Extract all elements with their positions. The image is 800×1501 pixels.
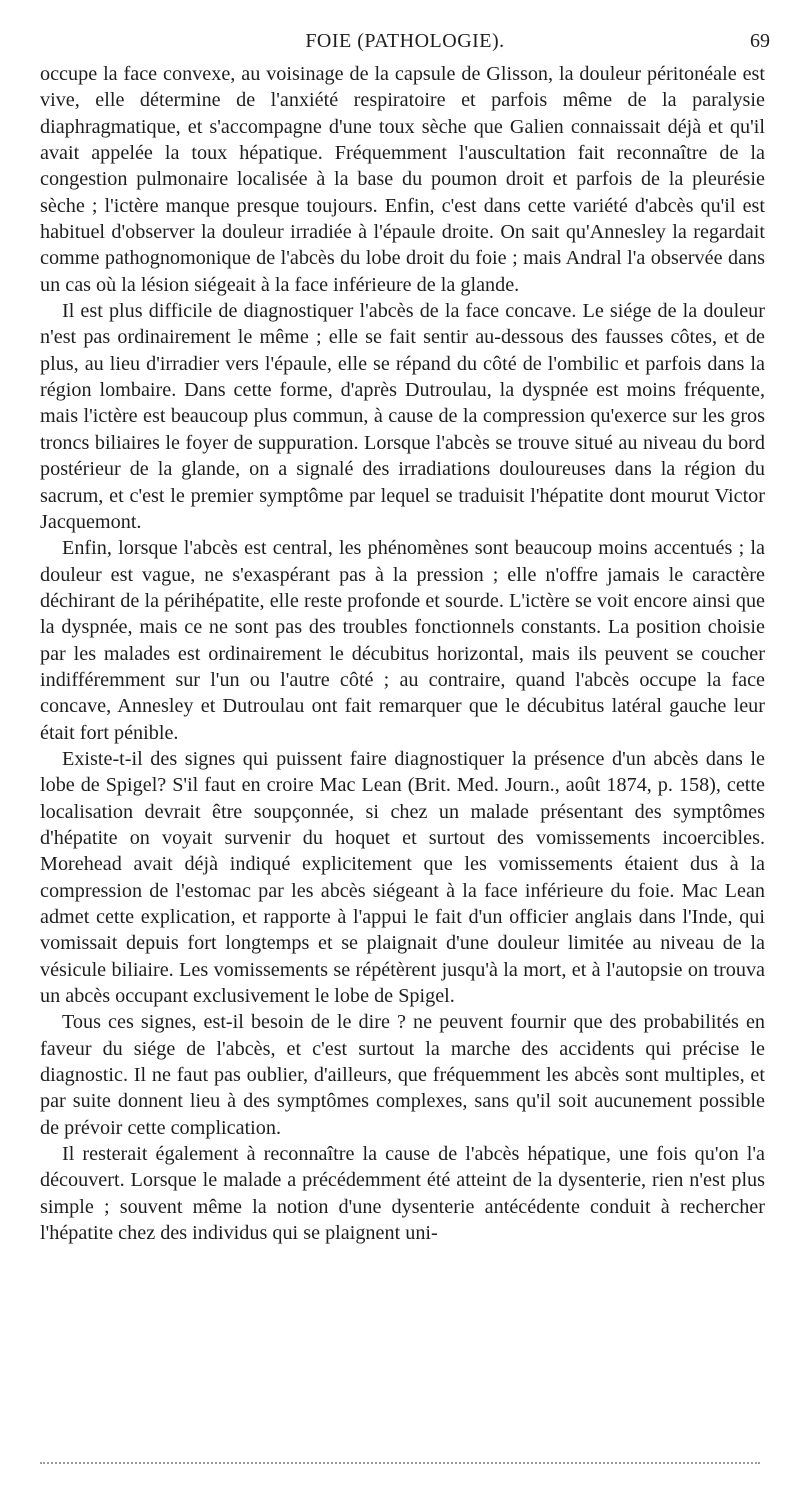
- paragraph: occupe la face convexe, au voisinage de la capsule de Glisson, la douleur péritonéale est vive, elle détermine de l'anxiété respiratoire et parfois même de la paralysie diaphragmatique, et s'accompagne d'une toux sèche que Galien connaissait déjà et qu'il avait appelée la toux hépatique. Fréquemment l'auscultation fait reconnaître de la congestion pulmonaire localisée à la base du poumon droit et parfois de la pleurésie sèche ; l'ictère manque presque toujours. Enfin, c'est dans cette variété d'abcès qu'il est habituel d'observer la douleur irradiée à l'épaule droite. On sait qu'Annesley la regardait comme pathognomonique de l'abcès du lobe droit du foie ; mais Andral l'a observée dans un cas où la lésion siégeait à la face inférieure de la glande.: [40, 63, 765, 296]
- footer-dotted-rule: [40, 1462, 760, 1464]
- paragraph: Enfin, lorsque l'abcès est central, les phénomènes sont beaucoup moins accentués ; la douleur est vague, ne s'exaspérant pas à la pression ; elle n'offre jamais le caractère déchirant de la périhépatite, elle reste profonde et sourde. L'ictère se voit encore ainsi que la dyspnée, mais ce ne sont pas des troubles fonctionnels constants. La position choisie par les malades est ordinairement le décubitus horizontal, mais ils peuvent se coucher indifféremment sur l'un ou l'autre côté ; au contraire, quand l'abcès occupe la face concave, Annesley et Dutroulau ont fait remarquer que le décubitus latéral gauche leur était fort pénible.: [40, 537, 765, 744]
- paragraph: Il est plus difficile de diagnostiquer l'abcès de la face concave. Le siége de la douleur n'est pas ordinairement le même ; elle se fait sentir au-dessous des fausses côtes, et de plus, au lieu d'irradier vers l'épaule, elle se répand du côté de l'ombilic et parfois dans la région lombaire. Dans cette forme, d'après Dutroulau, la dyspnée est moins fréquente, mais l'ictère est beaucoup plus commun, à cause de la compression qu'exerce sur les gros troncs biliaires le foyer de suppuration. Lorsque l'abcès se trouve situé au niveau du bord postérieur de la glande, on a signalé des irradiations douloureuses dans la région du sacrum, et c'est le premier symptôme par lequel se traduisit l'hépatite dont mourut Victor Jacquemont.: [40, 300, 765, 533]
- paragraph: Il resterait également à reconnaître la cause de l'abcès hépatique, une fois qu'on l'a découvert. Lorsque le malade a précédemment été atteint de la dysenterie, rien n'est plus simple ; souvent même la notion d'une dysenterie antécédente conduit à rechercher l'hépatite chez des individus qui se plaignent uni-: [40, 1143, 765, 1245]
- paragraph: Tous ces signes, est-il besoin de le dire ? ne peuvent fournir que des probabilités en faveur du siége de l'abcès, et c'est surtout la marche des accidents qui précise le diagnostic. Il ne faut pas oublier, d'ailleurs, que fréquemment les abcès sont multiples, et par suite donnent lieu à des symptômes complexes, sans qu'il soit aucunement possible de prévoir cette complication.: [40, 1011, 765, 1139]
- paragraph: Existe-t-il des signes qui puissent faire diagnostiquer la présence d'un abcès dans le lobe de Spigel? S'il faut en croire Mac Lean (Brit. Med. Journ., août 1874, p. 158), cette localisation devrait être soupçonnée, si chez un malade présentant des symptômes d'hépatite on voyait survenir du hoquet et surtout des vomissements incoercibles. Morehead avait déjà indiqué explicitement que les vomissements étaient dus à la compression de l'estomac par les abcès siégeant à la face inférieure du foie. Mac Lean admet cette explication, et rapporte à l'appui le fait d'un officier anglais dans l'Inde, qui vomissait depuis fort longtemps et se plaignait d'une douleur limitée au niveau de la vésicule biliaire. Les vomissements se répétèrent jusqu'à la mort, et à l'autopsie on trouva un abcès occupant exclusivement le lobe de Spigel.: [40, 747, 765, 1008]
- page-header: [40, 30, 770, 60]
- body-text: [40, 61, 765, 1246]
- page-number: 69: [750, 30, 770, 52]
- running-title: FOIE (PATHOLOGIE).: [305, 30, 505, 52]
